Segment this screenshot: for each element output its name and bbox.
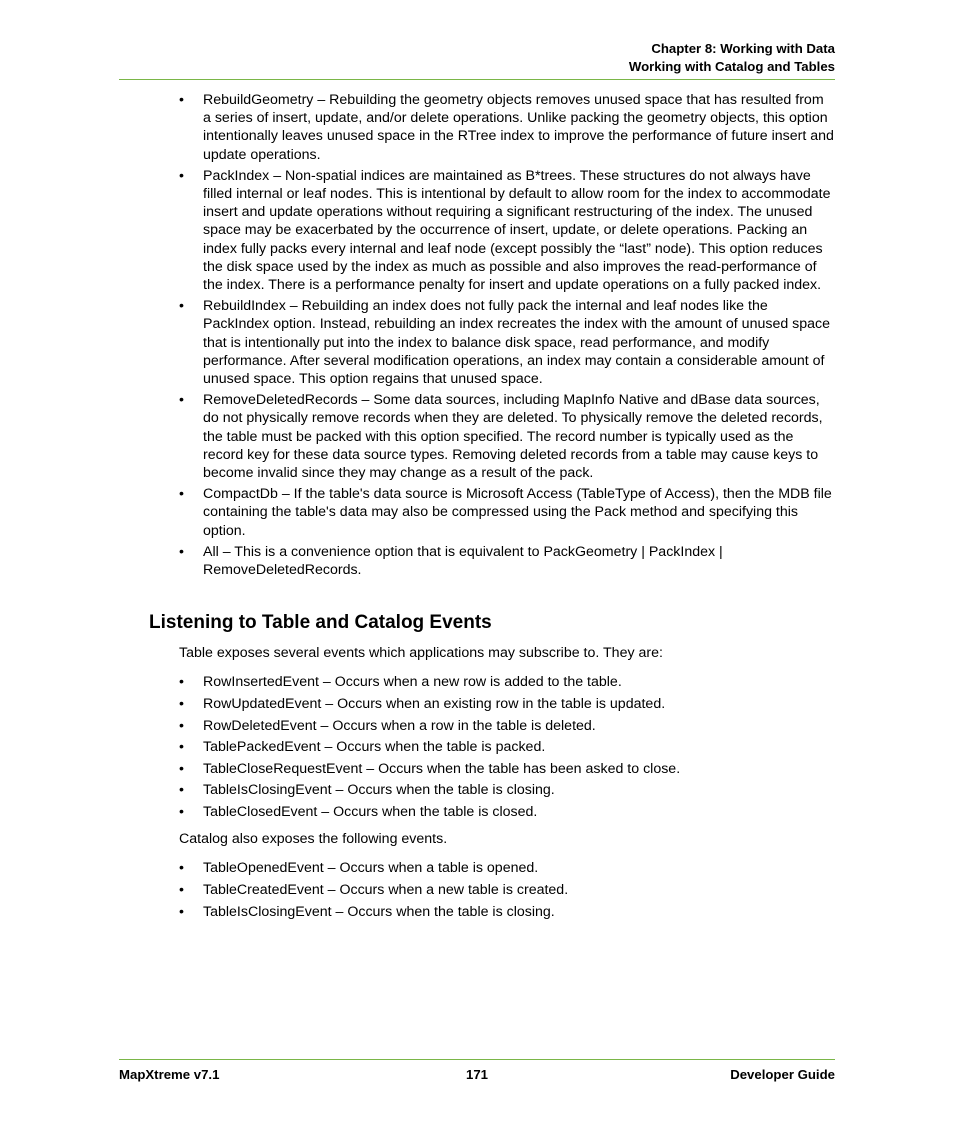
list-item [119,738,835,756]
table-events-intro: Table exposes several events which applications may subscribe to. They are: [179,645,663,662]
list-item-text: TableIsClosingEvent – Occurs when the table is closing. [203,782,555,799]
list-item [119,881,835,899]
header-rule [119,79,835,80]
list-item [119,485,835,540]
bullet: • [179,903,184,920]
section-title: Working with Catalog and Tables [628,59,835,74]
catalog-events-list [119,859,835,920]
running-header [119,40,835,76]
bullet: • [179,543,184,560]
list-item-text: RowInsertedEvent – Occurs when a new row is added to the table. [203,674,622,691]
footer-rule [119,1059,835,1060]
page-footer [119,1066,835,1084]
footer-guide-title: Developer Guide [730,1067,835,1082]
bullet: • [179,486,184,503]
bullet: • [179,782,184,799]
bullet: • [179,882,184,899]
list-item [119,717,835,735]
bullet: • [179,392,184,409]
list-item [119,903,835,921]
bullet: • [179,92,184,108]
list-item [119,391,835,482]
list-item-text: CompactDb – If the table's data source is Microsoft Access (TableType of Access), then the MDB file containing the table's data may also be compressed using the Pack method and specifying this option. [203,486,832,539]
bullet: • [179,298,184,315]
list-item-text: All – This is a convenience option that is equivalent to PackGeometry | PackIndex | RemoveDeletedRecords. [203,543,723,579]
list-item [119,673,835,691]
footer-product: MapXtreme v7.1 [119,1067,220,1082]
page-number: 171 [465,1067,488,1082]
list-item [119,167,835,294]
bullet: • [179,860,184,877]
list-item-text: RebuildIndex – Rebuilding an index does not fully pack the internal and leaf nodes like the PackIndex option. Instead, rebuilding an index recreates the index with the amount of unused space that is intentionally put into the index to balance disk space, read performance, and modify performance. After several modification operations, an index may contain a considerable amount of unused space. This option regains that unused space. [203,298,831,388]
bullet: • [179,717,184,734]
list-item [119,781,835,799]
bullet: • [179,167,184,184]
list-item [119,803,835,821]
list-item-text: RebuildGeometry – Rebuilding the geometry objects removes unused space that has resulted from a series of insert, update, and/or delete operations. Unlike packing the geometry objects, this option intentionally leaves unused space in the RTree index to improve the performance of future insert and update operations. [203,92,834,163]
list-item [119,859,835,877]
pack-options-list [119,91,835,579]
list-item-text: TableIsClosingEvent – Occurs when the table is closing. [203,903,555,920]
bullet: • [179,760,184,777]
list-item-text: TableClosedEvent – Occurs when the table is closed. [203,804,538,821]
list-item-text: TablePackedEvent – Occurs when the table is packed. [203,739,546,756]
bullet: • [179,739,184,756]
list-item-text: TableCloseRequestEvent – Occurs when the table has been asked to close. [203,760,681,777]
list-item-text: TableOpenedEvent – Occurs when a table is opened. [203,860,539,877]
list-item-text: RowUpdatedEvent – Occurs when an existing row in the table is updated. [203,696,666,713]
bullet: • [179,804,184,821]
list-item-text: TableCreatedEvent – Occurs when a new table is created. [203,882,569,899]
table-events-list [119,673,835,821]
list-item [119,695,835,713]
list-item-text: RowDeletedEvent – Occurs when a row in the table is deleted. [203,717,596,734]
chapter-title: Chapter 8: Working with Data [651,41,835,56]
list-item-text: RemoveDeletedRecords – Some data sources, including MapInfo Native and dBase data sources, do not physically remove records when they are deleted. To physically remove the deleted records, the table must be packed with this option specified. The record number is typically used as the record key for these data source types. Removing deleted records from a table may cause keys to become invalid since they may change as a result of the pack. [203,392,823,482]
list-item [119,297,835,388]
catalog-events-intro: Catalog also exposes the following events. [179,831,448,848]
list-item [119,543,835,579]
list-item [119,91,835,164]
page-body [119,91,835,924]
list-item [119,760,835,778]
section-heading: Listening to Table and Catalog Events [149,612,492,634]
bullet: • [179,696,184,713]
list-item-text: PackIndex – Non-spatial indices are maintained as B*trees. These structures do not always have filled internal or leaf nodes. This is intentional by default to allow room for the index to accommodate insert and update operations without requiring a significant restructuring of the index. The unused space may be exacerbated by the occurrence of insert, update, or delete operations. Packing an index fully packs every internal and leaf node (except possibly the “last” node). This option reduces the disk space used by the index as much as possible and also improves the read-performance of the index. There is a performance penalty for insert and update operations on a fully packed index. [203,167,831,294]
bullet: • [179,674,184,691]
